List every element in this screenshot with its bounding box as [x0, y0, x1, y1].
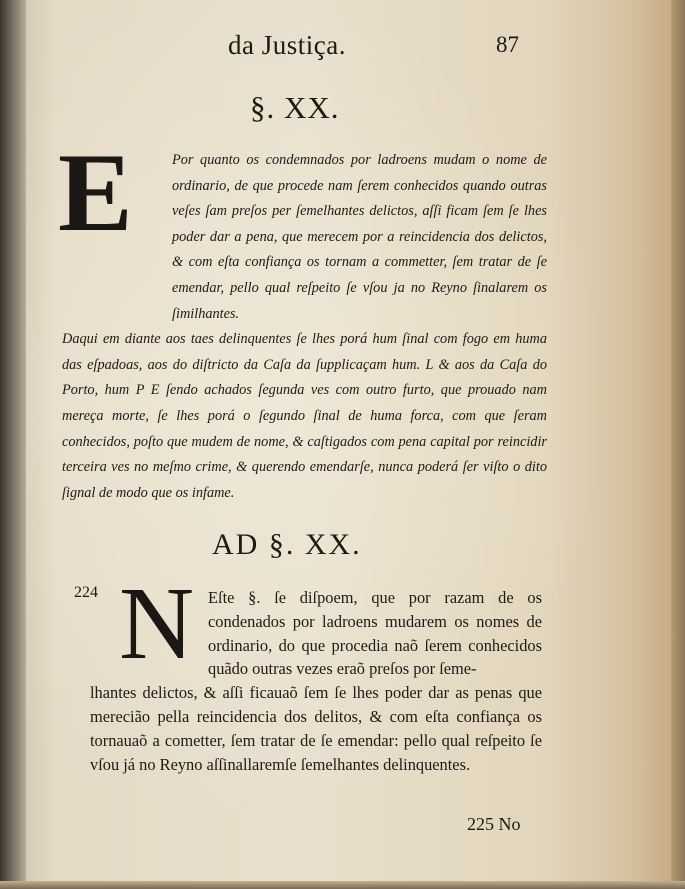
- catchword: 225 No: [467, 814, 521, 834]
- page-number: 87: [496, 32, 519, 57]
- drop-capital-n: N: [119, 566, 195, 681]
- law-text: [62, 148, 547, 506]
- commentary-text: [90, 586, 542, 776]
- page-edge: [671, 0, 685, 889]
- commentary-title: AD §. XX.: [212, 528, 362, 561]
- drop-capital-e: E: [58, 131, 133, 255]
- page-bottom-edge: [0, 881, 685, 889]
- commentary-body: lhantes delictos, & aſſi ficauaõ ſem ſe lhes poder dar as penas que merecião pella reincidencia dos delitos, & com eſta confiança os tornauaõ a cometter, ſem tratar de ſe emendar: pello qual reſpeito ſe vſou já no Reyno aſſinallaremſe ſemelhantes delinquentes.: [90, 683, 542, 774]
- commentary-lead: Eſte §. ſe diſpoem, que por razam de os condenados por ladroens mudarem os nomes de ordinario, do que procedia naõ ſerem conhecidos quãdo outras vezes eraõ preſos por ſeme-: [208, 588, 542, 679]
- section-title: §. XX.: [250, 90, 340, 125]
- margin-number: 224: [74, 584, 98, 601]
- book-gutter: [0, 0, 26, 889]
- running-head: da Justiça.: [228, 30, 346, 60]
- law-text-body: Daqui em diante aos taes delinquentes ſe lhes porá hum ſinal com fogo em huma das eſpadoas, aos do diſtricto da Caſa da ſupplicaçam hum. L & aos da Caſa do Porto, hum P E ſendo achados ſegunda ves com outro furto, que prouado nam mereça morte, ſe lhes porá o ſegundo ſinal de huma forca, com que ſeram conhecidos, poſto que mudem de nome, & caſtigados com pena capital por reincidir terceira ves no meſmo crime, & querendo emendarſe, nunca poderá ſer viſto o dito ſignal de modo que os infame.: [62, 331, 547, 501]
- law-text-lead: Por quanto os condemnados por ladroens mudam o nome de ordinario, de que procede nam ſerem conhecidos quando outras veſes ſam preſos per ſemelhantes delictos, aſſi ficam ſem ſe lhes poder dar a pena, que merecem por a reincidencia dos delictos, & com eſta confiança os tornam a commetter, ſem tratar de ſe emendar, pello qual reſpeito ſe vſou ja no Reyno ſinalarem os ſimilhantes.: [172, 152, 547, 322]
